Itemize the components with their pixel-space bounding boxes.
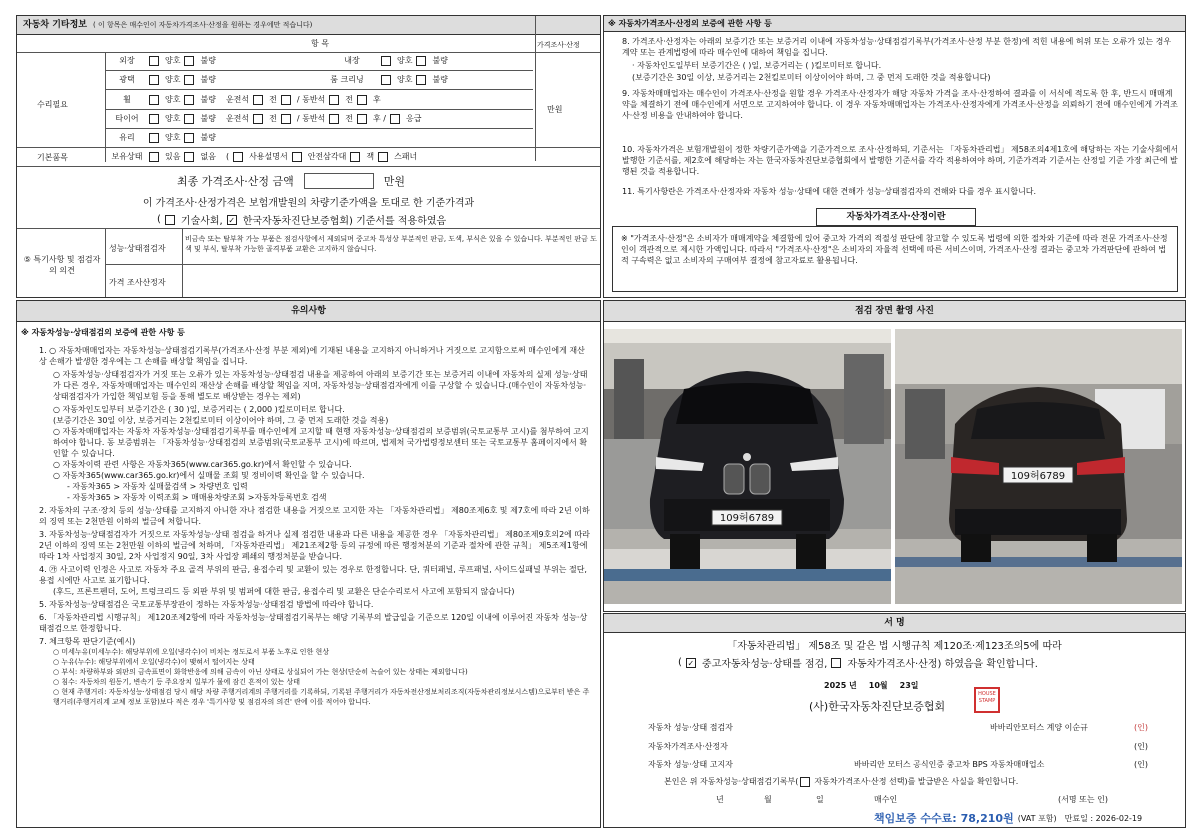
sign-year: 2025 년: [824, 681, 857, 690]
none-label: 없음: [200, 152, 216, 161]
receipt-month: 월: [764, 795, 772, 804]
receipt-text-b: 자동차가격조사·산정 선택)를 발급받은 사실을 확인합니다.: [814, 777, 1019, 786]
signature-law-text: 「자동차관리법」 제58조 및 같은 법 시행규칙 제120조·제123조의5에 따라: [727, 641, 1062, 652]
signature-section: 서 명 「자동차관리법」 제58조 및 같은 법 시행규칙 제120조·제123조의5에 따라 ( ✓ 중고자동차성능·상태를 점검, 자동차가격조사·산정) 하였음을 확인합니다. 2025 년 10월 23일 (사)한국자동차진단보증협회 HOUSE STAMP 자동차 성능·상태 점검자 바바리안모터스 계양 이순규 (인) 자동차가격조사·산정자 (인) 자동차 성능·상태 고지자 바바리안 모터스 공식인증 중고차 BPS 자동차매매업소 (인) 본인은 위 자동차성능·상태점검기록부( 자동차가격조사·산정 선택)를 발급받은 사실을 확인합니다. 년 월 일 매수인 (서명 또는 인) 책임보증 수수료: 78,210원 (VAT 포함) 만료일 : 2026-02-19: [603, 613, 1186, 828]
notice-item: ○ 자동차성능·상태점검자가 거짓 또는 오류가 있는 자동차성능·상태점검 내용을 제공하여 아래의 보증기간 또는 보증거리 이내에 자동차의 실제 성능·상태가 다른 경우, 자동차매매업자는 매수인의 재산상 손해를 배상할 책임을 지며, 자동차성능·상태점검자에게 이를 구상할 수 있습니다.(매수인이 자동차성능·상태점검자가 가입한 책임보험 등을 통해 별도로 배상받는 경우는 제외): [53, 370, 588, 401]
notice-item: ○ 자동차매매업자는 자동차 자동차성능·상태점검기록부를 매수인에게 고지할 때 현행 자동차성능·상태점검의 보증범위(국토교통부 고시)를 첨부하여 고지하여야 합니다. 동 보증범위는 「자동차성능·상태점검의 보증범위(국토교통부 고시)에 따르며, 법제처 국가법령정보센터 또는 국토교통부 홈페이지에서 확인할 수 있습니다.: [53, 427, 589, 458]
col-item-header: 항 목: [311, 39, 329, 48]
panel-header: [604, 16, 1185, 32]
price-appraisal-guarantee-panel: [603, 15, 1186, 298]
bad-label: 불량: [200, 56, 216, 65]
inspector-sign-mark: (인): [1134, 723, 1148, 732]
appraiser-sign-label: 자동차가격조사·산정자: [648, 742, 728, 751]
spanner-label: 스패너: [394, 152, 418, 161]
notice-item: 4. ㉮ 사고이력 인정은 사고로 자동차 주요 골격 부위의 판금, 용접수리 및 교환이 있는 경우로 한정합니다. 단, 쿼터패널, 루프패널, 사이드실패널 부위는 절단, 용접 시에만 사고로 표기합니다.: [39, 565, 587, 585]
price-appraisal-label: 자동차가격조사·산정) 하였음을 확인합니다.: [847, 659, 1038, 670]
notice-item: 6. 「자동차관리법 시행규칙」 제120조제2항에 따라 자동차성능·상태점검기록부는 해당 기록부의 발급일을 기준으로 120일 이내에 이루어진 자동차 성능·상태점검으로 한정합니다.: [39, 613, 588, 633]
passenger-seat-label: / 동반석: [296, 114, 326, 123]
front-label: 전: [345, 95, 354, 104]
appraisal-definition-text: ※ "가격조사·산정"은 소비자가 매매계약을 체결함에 있어 중고차 가격의 적절성 판단에 참고할 수 있도록 법령에 의한 절차와 기준에 따라 전문 가격조사·산정인이 객관적으로 제시한 가액입니다. 따라서 "가격조사·산정"은 소비자의 자율적 선택에 따른 서비스이며, 가격조사·산정 결과는 중고차 가격판단에 관하여 법적 구속력은 없고 소비자의 구매여부 결정에 참고자료로 활용됩니다.: [612, 226, 1178, 292]
jack-label: 잭: [366, 152, 375, 161]
inspector-label: 성능·상태점검자: [109, 244, 166, 253]
panel-title: ※ 자동차가격조사·산정의 보증에 관한 사항 등: [608, 19, 772, 28]
tire-emergency-checkbox[interactable]: [390, 114, 400, 124]
label-wheel: 휠: [123, 95, 131, 104]
label-tire: 타이어: [115, 114, 139, 123]
wheel-driver-front-checkbox[interactable]: [253, 95, 263, 105]
tech-society-checkbox[interactable]: [165, 215, 175, 225]
tech-society-label: 기술사회,: [180, 216, 223, 227]
label-room-cleaning: 룸 크리닝: [330, 75, 364, 84]
sign-month: 10월: [868, 681, 888, 690]
notice-item: 7. 체크항목 판단기준(예시): [39, 637, 136, 646]
notice-item: ○ 누유(누수): 해당부위에서 오일(냉각수)이 맺혀서 떨어지는 상태: [53, 658, 255, 666]
good-label: 양호: [165, 133, 181, 142]
buyer-label: 매수인: [874, 795, 898, 804]
triangle-checkbox[interactable]: [292, 152, 302, 162]
good-label: 양호: [165, 75, 181, 84]
good-label: 양호: [165, 56, 181, 65]
front-label: 전: [345, 114, 354, 123]
kada-label: 한국자동차진단보증협회) 기준서를 적용하였음: [242, 216, 447, 227]
manual-label: 사용설명서: [249, 152, 288, 161]
buyer-sign: (서명 또는 인): [1058, 795, 1108, 804]
front-car-image: [604, 329, 891, 604]
bad-label: 불량: [432, 75, 448, 84]
col-price-header: 가격조사·산정: [537, 41, 580, 49]
category-repair: 수리필요: [37, 100, 68, 109]
possession-none-checkbox[interactable]: [184, 152, 194, 162]
tire-bad-checkbox[interactable]: [184, 114, 194, 124]
tire-passenger-front-checkbox[interactable]: [329, 114, 339, 124]
notice-item: (보증기간은 30일 이상, 보증거리는 2천킬로미터 이상이어야 하며, 그 중 먼저 도래한 것을 적용): [53, 416, 389, 425]
label-interior: 내장: [344, 56, 360, 65]
wheel-passenger-rear-checkbox[interactable]: [357, 95, 367, 105]
tire-driver-rear-checkbox[interactable]: [281, 114, 291, 124]
final-price-input[interactable]: [304, 173, 374, 189]
kada-checkbox[interactable]: ✓: [228, 215, 236, 225]
notice-item: ○ 자동차이력 관련 사항은 자동차365(www.car365.go.kr)에서 확인할 수 있습니다.: [53, 460, 352, 469]
notice-list: [39, 345, 592, 707]
item-10: 10. 자동차가격은 보험개발원이 정한 차량기준가액을 기준가격으로 조사·산정하되, 기준서는 「자동차관리법」 제58조의4제1호에 해당하는 자는 기술사회에서 발행한 기준서를, 제2호에 해당하는 자는 한국자동차진단보증협회에서 발행한 기준서를 각각 적용하여야 하며, 기준가격과 기준서는 산정일 기준 가장 최근에 발행된 것을 적용합니다.: [622, 145, 1179, 176]
notice-item: 2. 자동차의 구조·장치 등의 성능·상태를 고지하지 아니한 자나 점검한 내용을 거짓으로 고지한 자는 「자동차관리법」 제80조제6호 및 제7호에 따라 2년 이하의 징역 또는 2천만원 이하의 벌금에 처합니다.: [39, 506, 590, 526]
receipt-year: 년: [716, 795, 724, 804]
bad-label: 불량: [200, 75, 216, 84]
sign-day: 23일: [899, 681, 919, 690]
rear-plate-text: 109허6789: [1010, 471, 1066, 482]
wheel-driver-rear-checkbox[interactable]: [281, 95, 291, 105]
notice-item: 1. ○ 자동차매매업자는 자동차성능·상태점검기록부(가격조사·산정 부분 제외)에 기재된 내용을 고지하지 아니하거나 거짓으로 고지함으로써 매수인에게 재산상 손해가 발생한 경우에는 그 손해를 배상할 책임을 집니다.: [39, 346, 585, 366]
notice-item: ○ 침수: 자동차의 원동기, 변속기 등 주요장치 일부가 물에 잠긴 흔적이 있는 상태: [53, 678, 301, 686]
item-8-period: · 자동차인도일부터 보증기간은 ( )일, 보증거리는 ( )킬로미터로 합니다.: [632, 61, 882, 70]
bad-label: 불량: [432, 56, 448, 65]
have-label: 있음: [165, 152, 181, 161]
label-glass: 유리: [119, 133, 135, 142]
notifier-sign-mark: (인): [1134, 760, 1148, 769]
performance-inspection-checkbox[interactable]: ✓: [687, 658, 695, 668]
manual-checkbox[interactable]: [233, 152, 243, 162]
item-8-note: (보증기간은 30일 이상, 보증거리는 2천킬로미터 이상이어야 하며, 그 중 먼저 도래한 것을 적용합니다): [632, 73, 991, 82]
appraisal-definition-title: 자동차가격조사·산정이란: [816, 208, 976, 226]
signature-header: [604, 614, 1185, 633]
inspector-notes: 비금속 또는 탈부착 가능 부품은 점검사항에서 제외되며 중고차 특성상 부분적인 판금, 도색, 부식은 있을 수 있습니다. 부분적인 판금 도색 및 부식, 탈부착 가능한 골격부품 교환은 고지하지 않습니다.: [185, 235, 597, 253]
standard-text: 이 가격조사·산정가격은 보험개발원의 차량기준가액을 토대로 한 기준가격과: [142, 198, 475, 209]
price-unit: 만원: [547, 105, 563, 114]
notifier-sign-label: 자동차 성능·상태 고지자: [648, 760, 733, 769]
panel-title: 자동차 기타정보: [23, 20, 87, 30]
exterior-bad-checkbox[interactable]: [184, 56, 194, 66]
notice-item: 3. 자동차성능·상태점검자가 거짓으로 자동차성능·상태 점검을 하거나 실제 점검한 내용과 다른 내용을 제공한 경우 「자동차관리법」 제80조제9호의2에 따라 2년 이하의 징역 또는 2천만원 이하의 벌금에 처하며, 「자동차관리법」 제21조제2항 등의 규정에 따른 행정처분의 기준과 절차에 관한 규칙」 제5조제1항에 따라 1차 사업정지 30일, 2차 사업정지 90일, 3차 사업장 폐쇄의 행정처분을 받습니다.: [39, 530, 590, 561]
triangle-label: 안전삼각대: [307, 152, 347, 161]
front-label: 전: [269, 95, 277, 104]
tire-good-checkbox[interactable]: [149, 114, 159, 124]
price-appraisal-checkbox[interactable]: [831, 658, 841, 668]
receipt-text-a: 본인은 위 자동차성능·상태점검기록부(: [664, 777, 799, 786]
bad-label: 불량: [200, 95, 216, 104]
notice-item: - 자동차365 > 자동차 이력조회 > 매매용차량조회 >자동차등록번호 검색: [67, 493, 327, 502]
fee-value: 78,210원: [960, 812, 1014, 825]
photo-header: [604, 301, 1185, 322]
notifier-sign-value: 바바리안 모터스 공식인증 중고차 BPS 자동차매매업소: [854, 760, 1045, 769]
gloss-good-checkbox[interactable]: [149, 75, 159, 85]
notice-item: ○ 미세누유(미세누수): 해당부위에 오일(냉각수)이 비치는 정도로서 부품 노후로 인한 현상: [53, 648, 330, 656]
rear-label: 후: [373, 95, 381, 104]
good-label: 양호: [397, 56, 413, 65]
rear-car-image: [895, 329, 1182, 604]
appraiser-label: 가격 조사산정자: [109, 278, 166, 287]
interior-bad-checkbox[interactable]: [416, 56, 426, 66]
tire-driver-front-checkbox[interactable]: [253, 114, 263, 124]
glass-good-checkbox[interactable]: [149, 133, 159, 143]
panel-header: [17, 301, 600, 322]
final-price-unit: 만원: [383, 175, 406, 188]
front-car-photo: [604, 329, 891, 604]
bad-label: 불량: [200, 133, 216, 142]
front-label: 전: [269, 114, 277, 123]
panel-title: 유의사항: [291, 306, 326, 316]
notice-item: ○ 부식: 차량하부와 외판의 금속표면이 화학반응에 의해 금속이 아닌 상태로 상실되어 가는 현상(단순히 녹슬어 있는 상태는 제외합니다): [53, 668, 468, 676]
spanner-checkbox[interactable]: [378, 152, 388, 162]
interior-good-checkbox[interactable]: [381, 56, 391, 66]
good-label: 양호: [165, 114, 181, 123]
good-label: 양호: [165, 95, 181, 104]
notice-subtitle: ※ 자동차성능·상태점검의 보증에 관한 사항 등: [21, 328, 185, 337]
panel-header: [17, 16, 600, 35]
emergency-label: 응급: [406, 114, 422, 123]
wheel-good-checkbox[interactable]: [149, 95, 159, 105]
notice-item: 5. 자동차성능·상태점검은 국토교통부장관이 정하는 자동차성능·상태점검 방법에 따라야 합니다.: [39, 600, 374, 609]
driver-seat-label: 운전석: [225, 95, 250, 104]
label-gloss: 광택: [119, 75, 135, 84]
notice-item: ○ 현재 주행거리: 자동차성능·상태점검 당시 해당 차량 주행거리계의 주행거리를 기록하되, 기록된 주행거리가 자동차전산정보처리조직(자동차관리정보시스템)으로부터 받은 주행거리(주행거리계 교체 정보 포함)보다 적은 경우 '특기사항 및 점검자의 의견' 란에 이를 적어야 합니다.: [53, 688, 590, 706]
notice-item: - 자동차365 > 자동차 실매물검색 > 차량번호 입력: [67, 482, 248, 491]
notice-item: (후드, 프론트펜더, 도어, 트렁크리드 등 외판 부위 및 범퍼에 대한 판금, 용접수리 및 교환은 단순수리로서 사고에 포함되지 않습니다): [53, 587, 515, 596]
bad-label: 불량: [200, 114, 216, 123]
category-basic: 기본품목: [37, 153, 68, 162]
item-11: 11. 특기사항란은 가격조사·산정자와 자동차 성능·상태에 대한 견해가 성능·상태점검자의 견해와 다를 경우 표시합니다.: [622, 187, 1037, 196]
inspector-sign-label: 자동차 성능·상태 점검자: [648, 723, 733, 732]
wheel-bad-checkbox[interactable]: [184, 95, 194, 105]
item-9: 9. 자동차매매업자는 매수인이 가격조사·산정을 원할 경우 가격조사·산정자가 해당 자동차 가격을 조사·산정하여 결과를 이 서식에 적도록 한 후, 반드시 매매계약을 체결하기 전에 매수인에게 서면으로 고지하여야 합니다. 이 경우 자동차매매업자는 가격조사·산정자에게 가격조사·산정을 의뢰하기 전에 매수인에게 가격조사·산정 비용을 안내하여야 합니다.: [622, 89, 1178, 120]
inspector-sign-value: 바바리안모터스 계양 이순규: [990, 723, 1088, 732]
cleaning-good-checkbox[interactable]: [381, 75, 391, 85]
driver-seat-label: 운전석: [225, 114, 250, 123]
possession-have-checkbox[interactable]: [149, 152, 159, 162]
fee-label: 책임보증 수수료:: [874, 812, 957, 825]
notice-item: ○ 자동차365(www.car365.go.kr)에서 실매물 조회 및 정비이력 확인을 할 수 있습니다.: [53, 471, 365, 480]
front-plate-text: 109허6789: [719, 513, 775, 524]
tire-passenger-rear-checkbox[interactable]: [357, 114, 367, 124]
special-notes-label: ⑤ 특기사항 및 점검자의 의견: [23, 255, 101, 275]
association-name: (사)한국자동차진단보증협회: [809, 700, 946, 713]
rear-label: 후 /: [373, 114, 386, 123]
cleaning-bad-checkbox[interactable]: [416, 75, 426, 85]
final-price-label: 최종 가격조사·산정 금액: [177, 175, 294, 188]
receipt-appraisal-checkbox[interactable]: [800, 777, 810, 787]
appraiser-sign-mark: (인): [1134, 742, 1148, 751]
notice-panel: [16, 300, 601, 828]
signature-title: 서 명: [884, 618, 905, 628]
fee-vat: (VAT 포함): [1017, 813, 1057, 823]
rear-car-photo: [895, 329, 1182, 604]
label-possession: 보유상태: [111, 152, 143, 161]
expiry-date: 만료일 : 2026-02-19: [1064, 813, 1143, 823]
receipt-day: 일: [816, 795, 824, 804]
vehicle-other-info-panel: 자동차 기타정보 ( 이 항목은 매수인이 자동차가격조사·산정을 원하는 경우에만 적습니다) 항 목 가격조사·산정 수리필요 만원 외장 양호 불량 내장 양호 불량 광택 양호 불량 룸 크리닝 양호 불량 휠 양호 불량 운전석 전 / 동반석 전 후 타이어 양호 불량 운전석 전 / 동반석 전 후 / 응급 유리 양호 불량 기본품목 보유상태 있음 없음 ( 사용설명서 안전삼각대 잭 스패너 최종 가격조사·산정 금액 만원 이 가격조사·산정가격은 보험개발원의 차량기준가액을 토대로 한 기준가격과 ( 기술사회, ✓ 한국자동차진단보증협회) 기준서를 적용하였음 ⑤ 특기사항 및 점검자의 의견 성능·상태점검자 비금속 또는 탈부착 가능 부품은 점검사항에서 제외되며 중고차 특성상 부분적인 판금, 도색, 부식은 있을 수 있습니다. 부분적인 판금 도색 및 부식, 탈부착 가능한 골격부품 교환은 고지하지 않습니다. 가격 조사산정자: [16, 15, 601, 298]
photo-title: 점검 장면 촬영 사진: [855, 306, 934, 316]
exterior-good-checkbox[interactable]: [149, 56, 159, 66]
performance-inspection-label: 중고자동차성능·상태를 점검,: [701, 659, 828, 670]
passenger-seat-label: / 동반석: [296, 95, 326, 104]
label-exterior: 외장: [119, 56, 135, 65]
item-8: 8. 가격조사·산정자는 아래의 보증기간 또는 보증거리 이내에 자동차성능·상태점검기록부(가격조사·산정 부분 한정)에 적힌 내용에 허위 또는 오류가 있는 경우 계약 또는 관계법령에 따라 매수인에 대하여 책임을 집니다.: [622, 37, 1172, 57]
good-label: 양호: [397, 75, 413, 84]
gloss-bad-checkbox[interactable]: [184, 75, 194, 85]
panel-subtitle: ( 이 항목은 매수인이 자동차가격조사·산정을 원하는 경우에만 적습니다): [93, 21, 313, 29]
glass-bad-checkbox[interactable]: [184, 133, 194, 143]
notice-item: ○ 자동차인도일부터 보증기간은 ( 30 )일, 보증거리는 ( 2,000 )킬로미터로 합니다.: [53, 405, 345, 414]
association-seal: HOUSE STAMP: [974, 687, 1000, 713]
wheel-passenger-front-checkbox[interactable]: [329, 95, 339, 105]
jack-checkbox[interactable]: [350, 152, 360, 162]
